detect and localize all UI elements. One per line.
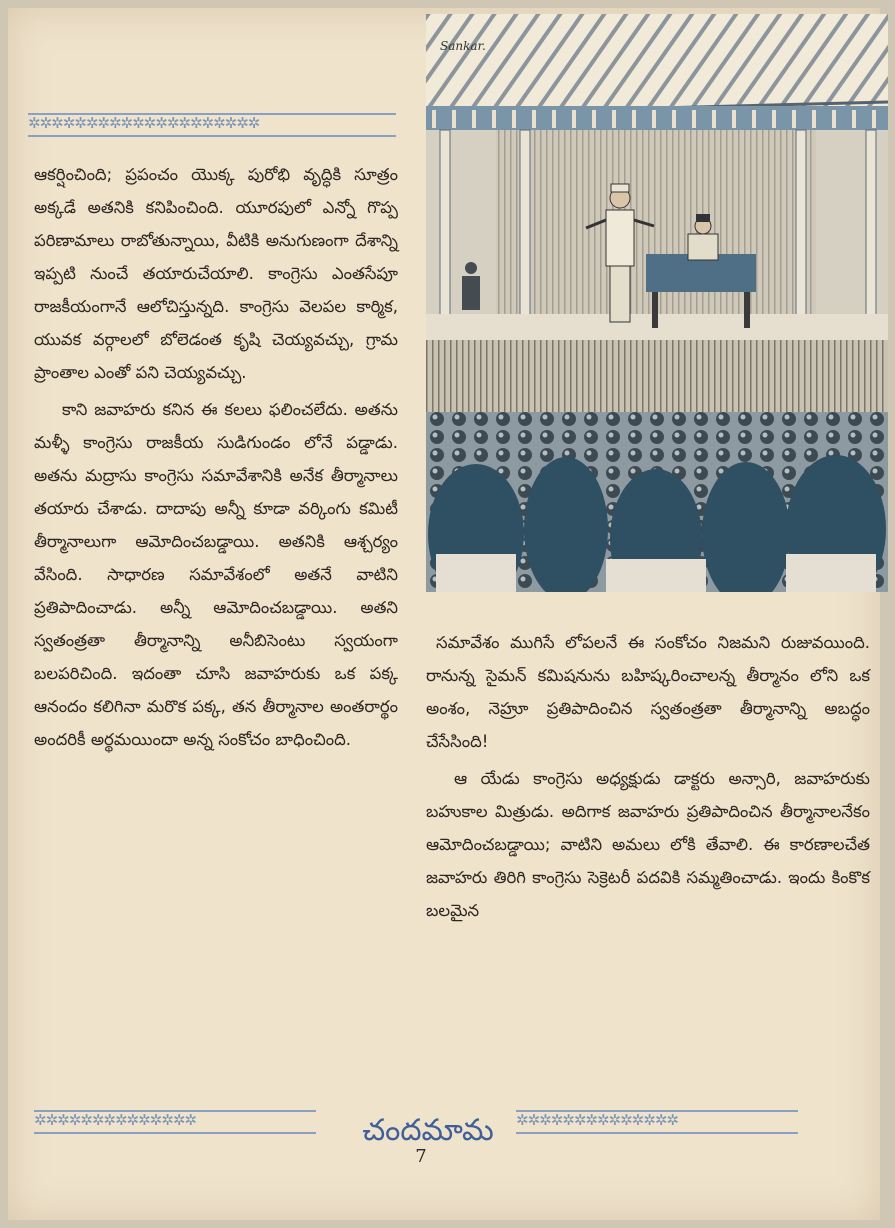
paragraph: సమావేశం ముగిసే లోపలనే ఈ సంకోచం నిజమని రుజువయింది. రానున్న సైమన్ కమిషనును బహిష్కరించాలన్న తీర్మానం లోని ఒక అంశం, నెహ్రూ ప్రతిపాదించిన స్వతంత్రతా తీర్మానాన్ని అబద్ధం చేసేసింది! [426, 633, 870, 751]
stage-scene-image [426, 14, 888, 592]
paragraph: ఆకర్షించింది; ప్రపంచం యొక్క పురోభి వృద్ధికి సూత్రం అక్కడే అతనికి కనిపించింది. యూరపులో ఎన్నో గొప్ప పరిణామాలు రాబోతున్నాయి, వీటికి అనుగుణంగా దేశాన్ని ఇప్పటి నుంచే తయారుచేయాలి. కాంగ్రెసు ఎంతసేపూ రాజకీయంగానే ఆలోచిస్తున్నది. కాంగ్రెసు వెలపల కార్మిక, యువక వర్గాలలో బోలెడంత కృషి చెయ్యవచ్చు, గ్రామ ప్రాంతాల ఎంతో పని చెయ్యవచ్చు. [34, 165, 398, 382]
left-column [34, 158, 398, 756]
right-column [426, 626, 870, 927]
magazine-title: చందమామ [362, 1113, 494, 1148]
magazine-page [8, 8, 880, 1220]
page-number: 7 [415, 1146, 427, 1167]
paragraph: ఆ యేడు కాంగ్రెసు అధ్యక్షుడు డాక్టరు అన్సారి, జవాహరుకు బహుకాల మిత్రుడు. అదిగాక జవాహరు ప్రతిపాదించిన తీర్మానాలనేకం ఆమోదించబడ్డాయి; వాటిని అమలు లోకి తేవాలి. ఈ కారణాలచేత జవాహరు తిరిగి కాంగ్రెసు సెక్రెటరీ పదవికి సమ్మతించాడు. ఇందు కింకొక బలమైన [426, 769, 870, 920]
ornament-top: ✲✲✲✲✲✲✲✲✲✲✲✲✲✲✲✲✲✲✲✲ [28, 113, 396, 137]
ornament-footer-right: ✲✲✲✲✲✲✲✲✲✲✲✲✲✲ [516, 1110, 798, 1134]
illustrator-signature: Sankar. [440, 39, 486, 53]
stage-illustration [426, 14, 888, 592]
paragraph: కాని జవాహరు కనిన ఈ కలలు ఫలించలేదు. అతను మళ్ళీ కాంగ్రెసు రాజకీయ సుడిగుండం లోనే పడ్డాడు. అతను మద్రాసు కాంగ్రెసు సమావేశానికి అనేక తీర్మానాలు తయారు చేశాడు. దాదాపు అన్నీ కూడా వర్కింగు కమిటీ తీర్మానాలుగా ఆమోదించబడ్డాయి. అతనికి ఆశ్చర్యం వేసింది. సాధారణ సమావేశంలో అతనే వాటిని ప్రతిపాదించాడు. అన్నీ ఆమోదించబడ్డాయి. అతని స్వతంత్రతా తీర్మానాన్ని అనీబిసెంటు స్వయంగా బలపరిచింది. ఇదంతా చూసి జవాహరుకు ఒక పక్క ఆనందం కలిగినా మరొక పక్క, తన తీర్మానాల అంతరార్థం అందరికీ అర్థమయిందా అన్న సంకోచం బాధించింది. [34, 400, 398, 749]
ornament-footer-left: ✲✲✲✲✲✲✲✲✲✲✲✲✲✲ [34, 1110, 316, 1134]
